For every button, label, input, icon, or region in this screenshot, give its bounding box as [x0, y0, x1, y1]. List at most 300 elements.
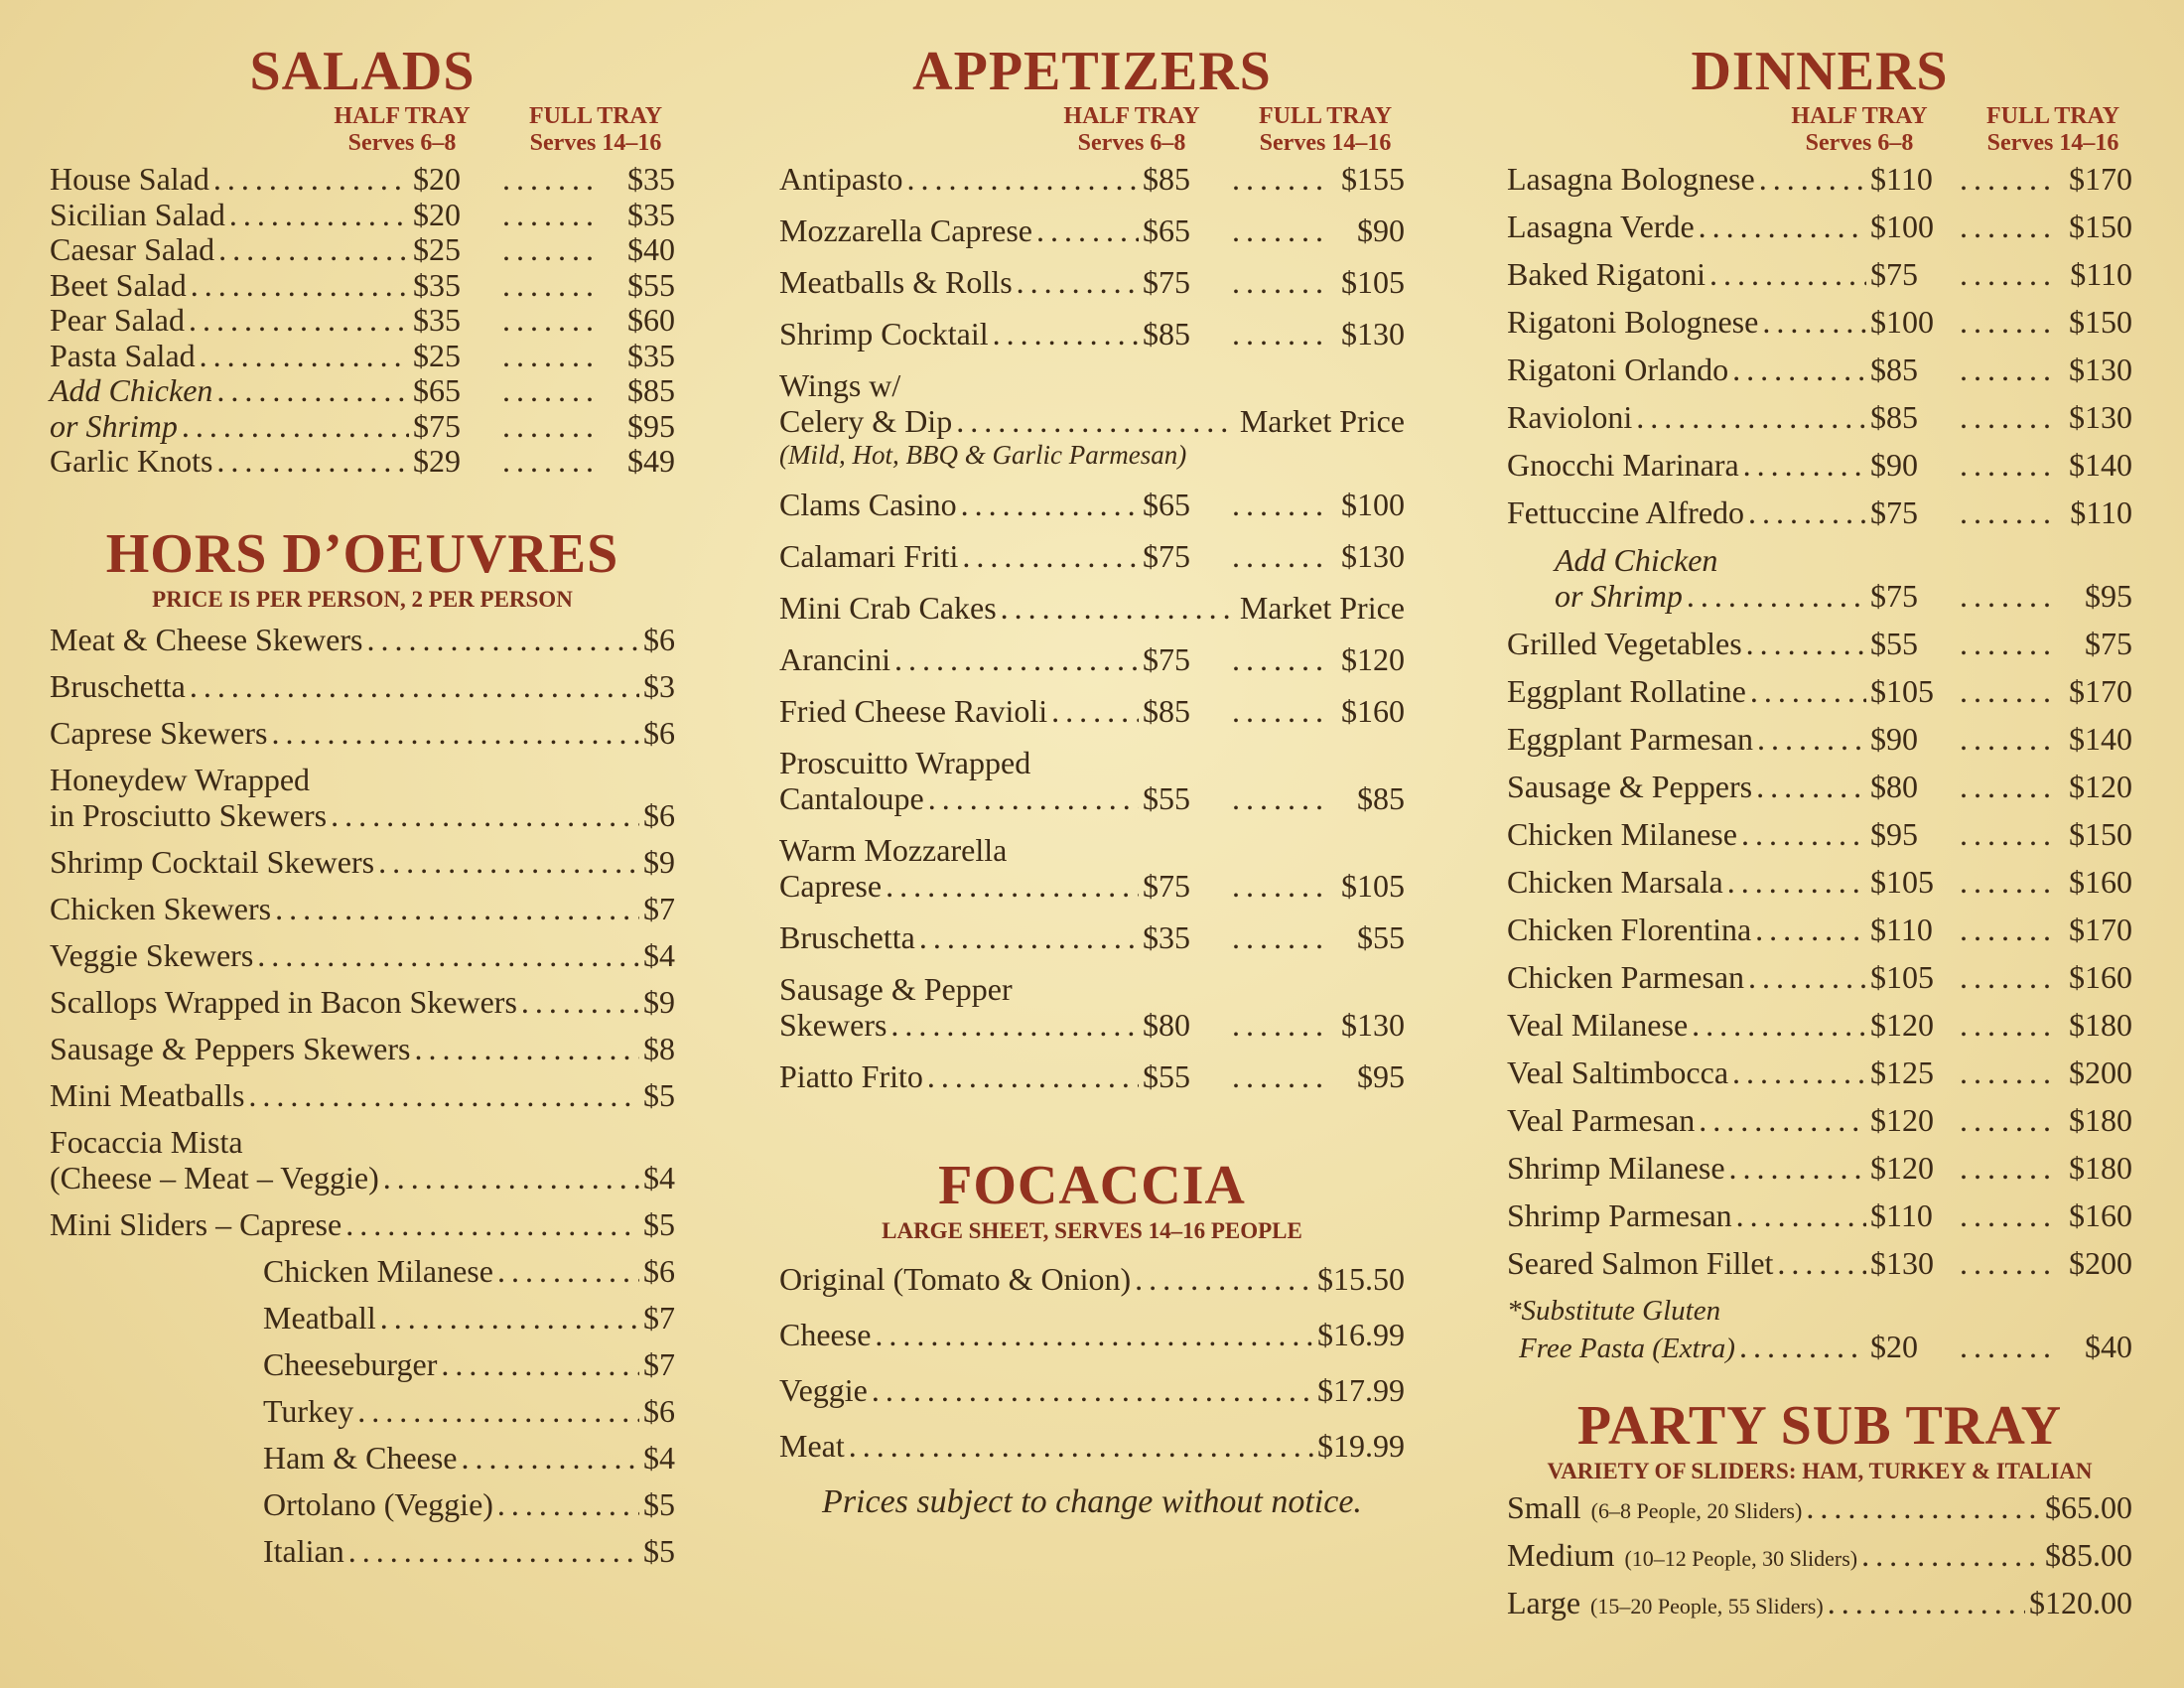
half-price: $130 [1870, 1245, 1934, 1281]
full-price: $130 [1341, 316, 1405, 352]
item-name: Mini Crab Cakes [779, 590, 997, 626]
menu-item [50, 984, 675, 1020]
party-size: Large [1507, 1585, 1581, 1620]
dot-leader [1036, 212, 1139, 248]
half-price: $120 [1870, 1150, 1934, 1186]
item-name: Antipasto [779, 161, 903, 197]
menu-item [779, 1317, 1405, 1352]
dot-leader [271, 715, 639, 751]
item-name: Caesar Salad [50, 231, 215, 267]
menu-item [779, 590, 1405, 626]
dot-leader [441, 1346, 639, 1382]
dot-leader [1960, 256, 2055, 292]
dot-leader [919, 919, 1139, 955]
half-tray-serves: Serves 6–8 [1077, 130, 1186, 156]
party-detail: (10–12 People, 30 Sliders) [1624, 1546, 1858, 1571]
item-price: $7 [643, 1345, 675, 1382]
item-row [50, 197, 675, 232]
half-price: $110 [1870, 912, 1933, 947]
item-row [50, 891, 675, 926]
menu-item [1507, 209, 2132, 244]
dot-leader [200, 338, 409, 373]
menu-item [50, 372, 675, 408]
full-price: $180 [2069, 1150, 2132, 1186]
item-name: Meatball [263, 1299, 376, 1336]
dot-leader [1759, 161, 1866, 197]
salads-list [50, 161, 675, 479]
menu-item [50, 1440, 675, 1476]
focaccia-list [779, 1261, 1405, 1464]
item-row [779, 538, 1405, 574]
item-price: $6 [643, 714, 675, 751]
full-price: $170 [2069, 161, 2132, 197]
item-name: Seared Salmon Fillet [1507, 1245, 1774, 1281]
item-row [779, 1372, 1405, 1408]
menu-item [779, 1261, 1405, 1297]
item-row [1507, 816, 2132, 852]
half-price: $80 [1143, 1007, 1190, 1043]
item-name: Cheese [779, 1317, 872, 1352]
item-row [779, 212, 1405, 248]
dot-leader [218, 231, 409, 267]
dot-leader [189, 302, 409, 338]
menu-item [1507, 673, 2132, 709]
full-price: $170 [2069, 912, 2132, 947]
dot-leader [906, 161, 1139, 197]
half-price: $85 [1870, 352, 1918, 387]
half-tray-serves: Serves 6–8 [347, 130, 457, 156]
item-name: Sausage & Peppers Skewers [50, 1030, 411, 1066]
half-price: $35 [1143, 919, 1190, 955]
item-row [779, 780, 1405, 816]
item-name: Beet Salad [50, 266, 187, 303]
item-name: Free Pasta (Extra) [1519, 1333, 1735, 1364]
dot-leader [1232, 641, 1327, 677]
dot-leader [502, 302, 598, 338]
dot-leader [1001, 590, 1236, 626]
full-price: $120 [1341, 641, 1405, 677]
menu-item [50, 891, 675, 926]
menu-item [50, 1346, 675, 1382]
party-detail: (15–20 People, 55 Sliders) [1590, 1594, 1824, 1618]
item-name: Chicken Florentina [1507, 912, 1752, 947]
dot-leader [1051, 693, 1139, 729]
item-row [50, 1206, 675, 1242]
menu-item [779, 832, 1405, 904]
menu-item [779, 367, 1405, 471]
salads-tray-header [50, 103, 675, 161]
half-price: $95 [1870, 816, 1918, 852]
item-price: $6 [643, 1392, 675, 1429]
full-price: $150 [2069, 209, 2132, 244]
item-row [1507, 769, 2132, 804]
dot-leader [462, 1440, 640, 1476]
dot-leader [1960, 769, 2055, 804]
full-price: $40 [2085, 1329, 2132, 1364]
full-price: $140 [2069, 447, 2132, 483]
half-price: $65 [413, 372, 461, 408]
menu-item [1507, 959, 2132, 995]
full-price: $130 [1341, 538, 1405, 574]
item-row [50, 1440, 675, 1476]
full-price: $140 [2069, 721, 2132, 757]
focaccia-title: FOCACCIA [938, 1155, 1246, 1216]
menu-item [779, 316, 1405, 352]
item-row [779, 1261, 1405, 1297]
dot-leader [1017, 264, 1139, 300]
dot-leader [1960, 1197, 2055, 1233]
half-price: $55 [1143, 1058, 1190, 1094]
item-name: Shrimp Parmesan [1507, 1197, 1732, 1233]
dot-leader [1960, 578, 2055, 614]
item-name: Shrimp Milanese [1507, 1150, 1725, 1186]
full-price: $35 [627, 337, 675, 373]
dot-leader [1709, 256, 1866, 292]
menu-item [50, 1077, 675, 1113]
item-row [779, 487, 1405, 522]
menu-item [50, 937, 675, 973]
menu-item [779, 971, 1405, 1043]
half-price: $35 [413, 302, 461, 338]
half-price: $110 [1870, 161, 1933, 197]
item-row [779, 1317, 1405, 1352]
item-row [779, 316, 1405, 352]
item-price: $7 [643, 1299, 675, 1336]
dot-leader [1687, 578, 1866, 614]
item-price: $15.50 [1317, 1261, 1405, 1297]
menu-item [1507, 626, 2132, 661]
item-name: Fried Cheese Ravioli [779, 693, 1048, 729]
full-price: $60 [627, 302, 675, 338]
item-row [1507, 1245, 2132, 1281]
item-name: Chicken Marsala [1507, 864, 1723, 900]
item-row [50, 443, 675, 479]
full-price: $40 [627, 231, 675, 267]
dot-leader [1729, 1150, 1866, 1186]
dot-leader [502, 408, 598, 444]
item-row [1507, 673, 2132, 709]
menu-item [779, 1372, 1405, 1408]
party-list [1507, 1489, 2132, 1624]
dot-leader [875, 1317, 1313, 1352]
menu-item [50, 1300, 675, 1336]
half-price: $120 [1870, 1102, 1934, 1138]
dot-leader [1960, 673, 2055, 709]
menu-item [50, 231, 675, 267]
item-row [779, 1007, 1405, 1043]
item-price: $5 [643, 1485, 675, 1522]
item-name: Lasagna Bolognese [1507, 161, 1755, 197]
item-name: Shrimp Cocktail [779, 316, 989, 352]
menu-item [50, 408, 675, 444]
item-name: House Salad [50, 161, 209, 197]
half-price: $55 [1143, 780, 1190, 816]
appetizers-column [779, 40, 1405, 1521]
item-row [1507, 352, 2132, 387]
item-name: Arancini [779, 641, 890, 677]
item-row [50, 1253, 675, 1289]
menu-item [1507, 1293, 2132, 1366]
half-tray-label: HALF TRAY [334, 103, 471, 129]
item-row [50, 338, 675, 373]
dot-leader [928, 780, 1139, 816]
menu-item [779, 745, 1405, 816]
dot-leader [1960, 816, 2055, 852]
item-row [779, 403, 1405, 439]
item-name: Piatto Frito [779, 1058, 923, 1094]
item-name: Caprese Skewers [50, 714, 268, 751]
full-price: $90 [1357, 212, 1405, 248]
dot-leader [1777, 1245, 1866, 1281]
dot-leader [380, 1300, 639, 1336]
half-tray-label: HALF TRAY [1063, 103, 1200, 129]
item-name: Veal Milanese [1507, 1007, 1689, 1043]
item-row [50, 231, 675, 267]
half-tray-label: HALF TRAY [1791, 103, 1928, 129]
item-name: Chicken Parmesan [1507, 959, 1745, 995]
menu-item [50, 1533, 675, 1569]
item-name-line1: Proscuitto Wrapped [779, 745, 1031, 780]
menu-item [50, 668, 675, 704]
dot-leader [414, 1031, 639, 1066]
half-price: $120 [1870, 1007, 1934, 1043]
full-price: $85 [1357, 780, 1405, 816]
dot-leader [1739, 1329, 1866, 1364]
dot-leader [331, 797, 639, 833]
dot-leader [1806, 1489, 2041, 1525]
full-tray-label: FULL TRAY [528, 103, 663, 129]
item-row [1507, 494, 2132, 530]
dot-leader [1960, 1245, 2055, 1281]
item-row [50, 302, 675, 338]
item-name: Veggie Skewers [50, 936, 254, 973]
dot-leader [378, 844, 639, 880]
menu-item [779, 212, 1405, 248]
full-tray-serves: Serves 14–16 [1986, 130, 2119, 156]
item-name: Ham & Cheese [263, 1439, 458, 1476]
item-name: (Cheese – Meat – Veggie) [50, 1159, 379, 1196]
menu-item [1507, 816, 2132, 852]
menu-item [779, 487, 1405, 522]
dot-leader [1232, 1058, 1327, 1094]
menu-item [50, 197, 675, 232]
hors-list [50, 622, 675, 1569]
dot-leader [1960, 1329, 2055, 1364]
menu-item [1507, 1102, 2132, 1138]
dot-leader [275, 891, 639, 926]
item-price: $5 [643, 1205, 675, 1242]
item-row [1507, 721, 2132, 757]
dot-leader [1732, 1055, 1866, 1090]
item-row [1507, 399, 2132, 435]
item-name: Veggie [779, 1372, 868, 1408]
item-name-line1: Warm Mozzarella [779, 832, 1008, 868]
item-name: Grilled Vegetables [1507, 626, 1742, 661]
menu-item [779, 641, 1405, 677]
dot-leader [1727, 864, 1866, 900]
half-price: $125 [1870, 1055, 1934, 1090]
dot-leader [497, 1253, 639, 1289]
half-price: $105 [1870, 959, 1934, 995]
half-price: $75 [1143, 264, 1190, 300]
item-row [779, 693, 1405, 729]
dot-leader [357, 1393, 639, 1429]
dot-leader [257, 937, 639, 973]
full-price: $130 [1341, 1007, 1405, 1043]
item-price: $8 [643, 1030, 675, 1066]
dot-leader [1746, 626, 1866, 661]
half-price: $80 [1870, 769, 1918, 804]
item-name: Veal Saltimbocca [1507, 1055, 1729, 1090]
item-row [1507, 1102, 2132, 1138]
item-row [1507, 1055, 2132, 1090]
menu-item [50, 443, 675, 479]
dot-leader [927, 1058, 1139, 1094]
half-price: $90 [1870, 721, 1918, 757]
dot-leader [1232, 1007, 1327, 1043]
dot-leader [1960, 1150, 2055, 1186]
dot-leader [962, 538, 1139, 574]
full-price: $160 [2069, 959, 2132, 995]
market-price: Market Price [1239, 590, 1405, 626]
full-price: $95 [627, 407, 675, 444]
menu-item [50, 338, 675, 373]
half-price: $85 [1143, 316, 1190, 352]
item-row [1507, 447, 2132, 483]
half-price: $100 [1870, 304, 1934, 340]
dot-leader [1736, 1197, 1866, 1233]
item-name: Ortolano (Veggie) [263, 1485, 493, 1522]
full-price: $130 [2069, 399, 2132, 435]
item-row [50, 1486, 675, 1522]
full-price: $35 [627, 196, 675, 232]
full-tray-header [1969, 103, 2137, 157]
half-price: $85 [1870, 399, 1918, 435]
full-price: $180 [2069, 1007, 2132, 1043]
full-price: $160 [2069, 864, 2132, 900]
appetizers-list [779, 161, 1405, 1094]
item-name: Mozzarella Caprese [779, 212, 1032, 248]
item-row [1507, 864, 2132, 900]
dot-leader [1762, 304, 1866, 340]
item-name: Celery & Dip [779, 403, 953, 439]
full-price: $180 [2069, 1102, 2132, 1138]
item-name: Baked Rigatoni [1507, 256, 1706, 292]
full-price: $110 [2070, 494, 2132, 530]
dot-leader [1699, 209, 1866, 244]
item-price: $6 [643, 1252, 675, 1289]
dot-leader [1960, 304, 2055, 340]
menu-item [50, 267, 675, 303]
dot-leader [248, 1077, 639, 1113]
item-name: Veal Parmesan [1507, 1102, 1696, 1138]
half-price: $90 [1870, 447, 1918, 483]
dot-leader [1232, 161, 1327, 197]
dot-leader [1748, 494, 1866, 530]
item-name: Mini Meatballs [50, 1076, 245, 1113]
item-row [779, 161, 1405, 197]
dot-leader [502, 231, 598, 267]
party-price: $65.00 [2045, 1489, 2132, 1525]
full-tray-serves: Serves 14–16 [529, 130, 662, 156]
dot-leader [1232, 868, 1327, 904]
dot-leader [1232, 919, 1327, 955]
menu-item [50, 1206, 675, 1242]
menu-item [50, 762, 675, 833]
dot-leader [1960, 864, 2055, 900]
appetizers-title: APPETIZERS [912, 41, 1272, 102]
menu-item [779, 538, 1405, 574]
menu-item [779, 1428, 1405, 1464]
full-tray-header [511, 103, 680, 157]
item-name: Turkey [263, 1392, 354, 1429]
dot-leader [502, 443, 598, 479]
full-tray-header [1241, 103, 1410, 157]
dot-leader [1741, 816, 1866, 852]
dot-leader [1960, 399, 2055, 435]
dot-leader [961, 487, 1139, 522]
item-name: Meat [779, 1428, 845, 1464]
item-row [50, 668, 675, 704]
full-price: $55 [1357, 919, 1405, 955]
dot-leader [1861, 1537, 2041, 1573]
full-price: $35 [627, 161, 675, 197]
item-name: Meatballs & Rolls [779, 264, 1013, 300]
item-row [50, 408, 675, 444]
party-item [1507, 1537, 2132, 1577]
half-price: $20 [413, 196, 461, 232]
full-price: $130 [2069, 352, 2132, 387]
dot-leader [1699, 1102, 1866, 1138]
party-subtitle: VARIETY OF SLIDERS: HAM, TURKEY & ITALIAN [1547, 1459, 2093, 1483]
full-price: $95 [1357, 1058, 1405, 1094]
full-price: $55 [627, 266, 675, 303]
item-name: Cheeseburger [263, 1345, 438, 1382]
dot-leader [1960, 912, 2055, 947]
full-price: $100 [1341, 487, 1405, 522]
half-price: $85 [1143, 693, 1190, 729]
item-price: $16.99 [1317, 1317, 1405, 1352]
menu-item [779, 919, 1405, 955]
full-price: $150 [2069, 816, 2132, 852]
menu-item [50, 1031, 675, 1066]
item-row [50, 844, 675, 880]
dot-leader [1960, 161, 2055, 197]
dot-leader [1828, 1585, 2025, 1620]
half-price: $75 [1870, 578, 1918, 614]
half-price: $65 [1143, 487, 1190, 522]
dot-leader [497, 1486, 639, 1522]
item-row [50, 984, 675, 1020]
dot-leader [872, 1372, 1313, 1408]
full-price: $200 [2069, 1055, 2132, 1090]
item-row [1507, 161, 2132, 197]
menu-item [50, 302, 675, 338]
full-tray-label: FULL TRAY [1258, 103, 1393, 129]
item-price: $6 [643, 621, 675, 657]
menu-item [1507, 447, 2132, 483]
half-price: $20 [1870, 1329, 1918, 1364]
menu-item [779, 693, 1405, 729]
full-price: $75 [2085, 626, 2132, 661]
item-name: or Shrimp [1555, 578, 1683, 614]
dot-leader [502, 161, 598, 197]
item-row [50, 1346, 675, 1382]
half-price: $75 [1143, 538, 1190, 574]
dot-leader [213, 161, 409, 197]
menu-item [1507, 1007, 2132, 1043]
dot-leader [1232, 487, 1327, 522]
